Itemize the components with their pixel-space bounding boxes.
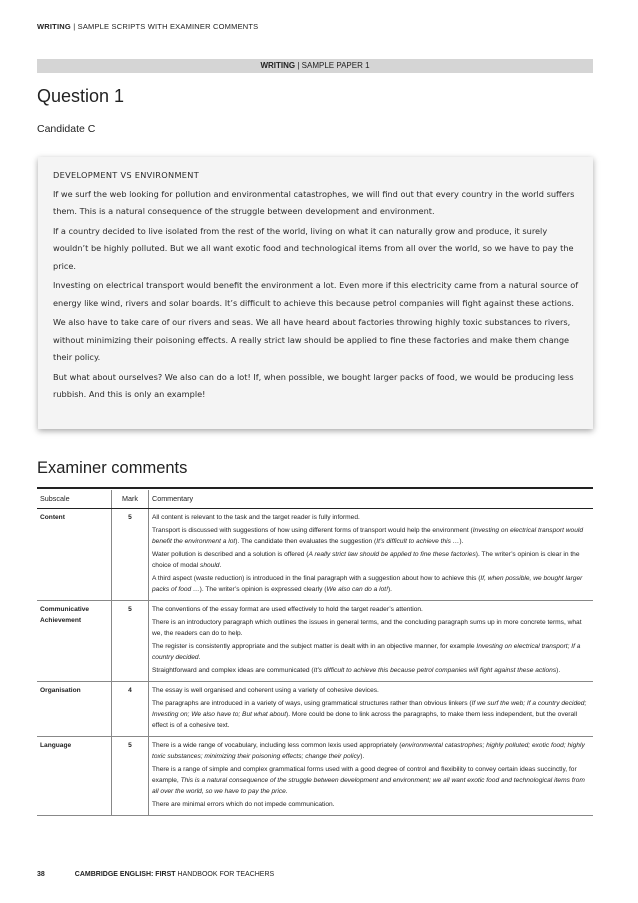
commentary-quote: It’s difficult to achieve this … <box>376 538 460 545</box>
commentary-cell <box>149 601 594 682</box>
commentary-text: The essay is well organised and coherent using a variety of cohesive devices. <box>152 687 379 694</box>
subscale-cell: Content <box>37 509 112 601</box>
commentary-line <box>152 665 590 676</box>
commentary-text: ). <box>556 667 561 674</box>
commentary-quote: If we surf the web; If a country decided; Investing on; We also have to; But what about <box>152 700 587 718</box>
script-paragraph: But what about ourselves? We also can do a lot! If, when possible, we bought larger packs of food, we would be producing less rubbish. And this is only an example! <box>53 371 574 399</box>
commentary-line <box>152 525 590 547</box>
script-paragraph: Investing on electrical transport would benefit the environment a lot. Even more if this electricity came from a natural source of energy like wind, rivers and solar boards. It’s difficult to achieve this because petrol companies will fight against these actions. <box>53 280 579 308</box>
commentary-quote: Investing on electrical transport; If a country decided <box>152 643 581 661</box>
commentary-text: . <box>198 654 201 661</box>
running-head-separator: | <box>70 22 78 31</box>
commentary-quote: We also can do a lot! <box>326 586 388 593</box>
subscale-cell: Communicative Achievement <box>37 601 112 682</box>
commentary-line <box>152 604 590 615</box>
commentary-text: ). <box>360 753 365 760</box>
examiner-comments-table <box>37 490 593 816</box>
header-subscale: Subscale <box>37 490 112 509</box>
running-head-section: WRITING <box>37 22 71 31</box>
commentary-text: The register is consistently appropriate and the subject matter is dealt with in an objective manner, for example <box>152 643 477 650</box>
subscale-cell: Language <box>37 737 112 816</box>
commentary-line <box>152 740 590 762</box>
commentary-quote: should <box>200 562 220 569</box>
commentary-line <box>152 685 590 696</box>
commentary-text: All content is relevant to the task and the target reader is fully informed. <box>152 514 360 521</box>
commentary-quote: environmental catastrophes; highly polluted; exotic food; highly toxic substances; minimizing their poisoning effects; change their policy <box>152 742 585 760</box>
script-paragraph: If we surf the web looking for pollution and environmental catastrophes, we will find out that every country in the world suffers them. This is a natural consequence of the struggle between development and environment. <box>53 188 575 216</box>
footer-title-bold: CAMBRIDGE ENGLISH: FIRST <box>74 871 176 878</box>
commentary-line <box>152 698 590 731</box>
commentary-line <box>152 549 590 571</box>
commentary-text: A third aspect (waste reduction) is introduced in the final paragraph with a suggestion about how to achieve this ( <box>152 575 481 582</box>
running-head-subtitle: SAMPLE SCRIPTS WITH EXAMINER COMMENTS <box>77 22 259 31</box>
commentary-text: ). <box>387 586 392 593</box>
paper-bar-section: WRITING <box>260 61 296 70</box>
table-row <box>37 682 593 737</box>
subscale-cell: Organisation <box>37 682 112 737</box>
commentary-text: The paragraphs are introduced in a variety of ways, using grammatical structures rather than obvious linkers ( <box>152 700 472 707</box>
commentary-line <box>152 617 590 639</box>
paper-bar-separator: | <box>295 61 302 70</box>
examiner-comments-title: Examiner comments <box>37 459 188 477</box>
commentary-line <box>152 512 590 523</box>
commentary-quote: A really strict law should be applied to fine these factories <box>308 551 476 558</box>
table-row <box>37 601 593 682</box>
commentary-text: ). The writer’s opinion is expressed clearly ( <box>199 586 327 593</box>
running-head <box>37 22 258 31</box>
commentary-cell <box>149 509 594 601</box>
commentary-text: ). More could be done to link across the paragraphs, to make them less independent, but the overall effect is of a cohesive text. <box>152 711 578 729</box>
commentary-text: There is a range of simple and complex grammatical forms used with a good degree of control and flexibility to convey certain ideas succinctly, for example, <box>152 766 577 784</box>
mark-cell: 5 <box>112 509 149 601</box>
mark-cell: 5 <box>112 601 149 682</box>
commentary-quote: It’s difficult to achieve this because petrol companies will fight against these actions <box>313 667 557 674</box>
mark-cell: 5 <box>112 737 149 816</box>
header-mark: Mark <box>112 490 149 509</box>
commentary-line <box>152 764 590 797</box>
commentary-text: There is an introductory paragraph which outlines the issues in general terms, and the concluding paragraph sums up in more concrete terms, what we, the readers can do to help. <box>152 619 582 637</box>
commentary-line <box>152 799 590 810</box>
table-top-rule <box>37 487 593 489</box>
table-row <box>37 509 593 601</box>
commentary-quote: Investing on electrical transport would benefit the environment a lot <box>152 527 584 545</box>
question-title: Question 1 <box>37 86 125 106</box>
page-number: 38 <box>37 871 45 878</box>
commentary-text: . <box>285 788 288 795</box>
commentary-text: There are minimal errors which do not impede communication. <box>152 801 335 808</box>
footer-title: HANDBOOK FOR TEACHERS <box>175 871 275 878</box>
candidate-label: Candidate C <box>37 123 96 135</box>
candidate-script <box>53 167 579 406</box>
commentary-text: There is a wide range of vocabulary, including less common lexis used appropriately ( <box>152 742 402 749</box>
commentary-cell <box>149 737 594 816</box>
paper-bar <box>37 59 593 73</box>
commentary-text: Straightforward and complex ideas are communicated ( <box>152 667 314 674</box>
commentary-text: The conventions of the essay format are used effectively to hold the target reader’s attention. <box>152 606 423 613</box>
commentary-text: Transport is discussed with suggestions of how using different forms of transport would help the environment ( <box>152 527 473 534</box>
script-paragraph: If a country decided to live isolated from the rest of the world, living on what it can naturally grow and produce, it surely wouldn’t be highly polluted. But we all want exotic food and technological items from all over the world, so we have to pay the price. <box>53 225 574 271</box>
commentary-text: ). The candidate then evaluates the suggestion ( <box>235 538 377 545</box>
paper-bar-title: SAMPLE PAPER 1 <box>301 61 370 70</box>
commentary-quote: If, when possible, we bought larger packs of food … <box>152 575 583 593</box>
script-paragraph: We also have to take care of our rivers and seas. We all have heard about factories throwing highly toxic substances to rivers, without minimizing their poisoning effects. A really strict law should be applied to fine these factories and make them change their policy. <box>53 317 571 362</box>
header-commentary: Commentary <box>149 490 594 509</box>
commentary-text: . <box>219 562 222 569</box>
table-header-row <box>37 490 593 509</box>
commentary-line <box>152 573 590 595</box>
commentary-text: ). <box>459 538 464 545</box>
commentary-text: Water pollution is described and a solution is offered ( <box>152 551 309 558</box>
commentary-text: ). The writer’s opinion is clear in the choice of modal <box>152 551 580 569</box>
commentary-quote: This is a natural consequence of the struggle between development and environment; we all want exotic food and technological items from all over the world, so we have to pay the price <box>152 777 585 795</box>
table-row <box>37 737 593 816</box>
commentary-line <box>152 641 590 663</box>
commentary-cell <box>149 682 594 737</box>
mark-cell: 4 <box>112 682 149 737</box>
candidate-script-box <box>38 157 593 429</box>
script-title: DEVELOPMENT VS ENVIRONMENT <box>53 170 200 180</box>
page-footer <box>37 871 274 878</box>
